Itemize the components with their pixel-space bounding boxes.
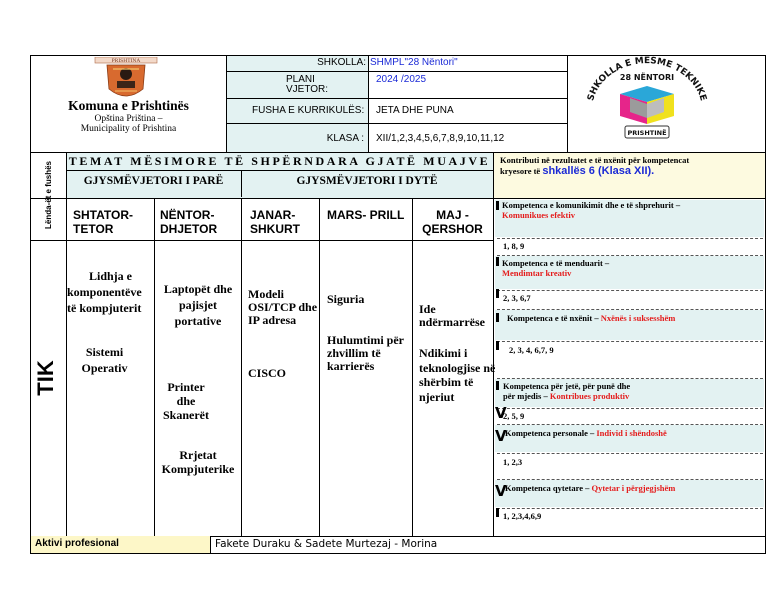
month-3-line2: SHKURT	[250, 222, 300, 236]
topic-4d: karrierës	[327, 359, 375, 373]
topic-2a: Laptopët dhe	[163, 282, 233, 296]
plan-value: 2024 /2025	[376, 74, 427, 85]
competence-2	[502, 258, 762, 278]
competence-3	[507, 313, 762, 323]
topic-5c: Ndikimi i	[419, 346, 468, 360]
svg-text:PRISHTINË: PRISHTINË	[627, 129, 667, 137]
topic-col-1	[67, 268, 154, 316]
competence-4-result: Kontribues produktiv	[549, 391, 630, 401]
field-label: FUSHA E KURRIKULËS:	[252, 105, 365, 116]
competence-6	[505, 483, 763, 493]
topic-3a: Modeli	[248, 287, 284, 301]
month-1	[73, 208, 133, 236]
municipality-sub2: Municipality of Prishtina	[80, 124, 177, 134]
topic-5a: Ide	[419, 302, 436, 316]
subject-name: TIK	[33, 360, 58, 396]
check-mark-2: V	[495, 427, 507, 445]
month-5-line2: QERSHOR	[422, 222, 483, 236]
competence-5	[505, 428, 763, 438]
month-2-line2: DHJETOR	[160, 222, 218, 236]
half-year-2: GJYSMËVJETORI I DYTË	[296, 175, 438, 187]
svg-text:28 NËNTORI: 28 NËNTORI	[619, 73, 675, 82]
topic-4c: zhvillim të	[327, 346, 381, 360]
competence-4-title2: për mjedis –	[503, 391, 550, 401]
competence-5-title: Kompetenca personale –	[505, 428, 597, 438]
topic-1c: të kompjuterit	[67, 301, 142, 315]
competence-4-title: Kompetenca për jetë, për punë dhe	[503, 381, 631, 391]
topic-col-2	[155, 281, 241, 329]
topic-5f: njeriut	[419, 389, 455, 404]
topic-5b: ndërmarrëse	[419, 315, 485, 329]
topic-4a: Siguria	[327, 292, 365, 306]
school-logo	[580, 52, 710, 152]
competence-5-result: Individ i shëndoshë	[596, 428, 667, 438]
competence-2-nums: 2, 3, 6,7	[503, 293, 531, 303]
competence-1	[502, 200, 762, 220]
plan-label-1: PLANI	[286, 74, 315, 85]
topic-2e: dhe	[176, 394, 196, 408]
plan-label-2: VJETOR:	[286, 84, 329, 95]
topic-1a: Lidhja e	[88, 269, 132, 283]
month-1-line1: SHTATOR-	[73, 208, 133, 222]
month-2	[160, 208, 217, 236]
competences-header-2b: shkallës 6 (Klasa XII).	[542, 165, 655, 177]
topic-4b: Hulumtimi për	[327, 333, 404, 347]
month-5-line1: MAJ -	[436, 208, 469, 222]
topic-3d: CISCO	[248, 366, 287, 380]
subject-header: Lënda-ët e fushës	[44, 161, 53, 230]
month-3	[250, 208, 300, 236]
topic-col-5-b	[419, 346, 495, 404]
topic-col-1-b	[67, 344, 142, 376]
topic-col-2-b	[161, 380, 211, 422]
topic-2b: pajisjet	[179, 298, 217, 312]
topic-5e: shërbim të	[419, 375, 474, 389]
competence-6-nums: 1, 2,3,4,6,9	[503, 511, 542, 521]
month-4-line1: MARS- PRILL	[327, 208, 405, 222]
topic-col-3	[248, 288, 320, 327]
municipality-block	[31, 56, 226, 152]
check-mark-3: V	[495, 482, 507, 500]
topic-col-4	[327, 334, 412, 373]
crest-label: PRISHTINA	[111, 58, 141, 64]
municipality-sub1: Opština Priština –	[94, 114, 163, 124]
municipality-name: Komuna e Prishtinës	[68, 98, 189, 113]
svg-text:SHKOLLA E MESME TEKNIKE: SHKOLLA E MESME TEKNIKE	[586, 56, 708, 103]
month-1-line2: TETOR	[73, 222, 114, 236]
month-2-line1: NËNTOR-	[160, 208, 215, 222]
topic-2d: Printer	[167, 380, 205, 394]
topic-2f: Skanerët	[163, 408, 209, 422]
competence-1-nums: 1, 8, 9	[503, 241, 525, 251]
competences-header	[500, 155, 762, 177]
subject-header-cell	[31, 153, 66, 240]
school-label: SHKOLLA:	[317, 57, 366, 68]
themes-title: TEMAT MËSIMORE TË SHPËRNDARA GJATË MUAJVE	[68, 154, 491, 168]
footer-value: Fakete Duraku & Sadete Murtezaj - Morina	[215, 538, 438, 550]
competences-header-1: Kontributi në rezultatet e të nxënit për kompetencat	[500, 155, 690, 165]
competence-1-result: Komunikues efektiv	[502, 210, 575, 220]
footer-label: Aktivi profesional	[35, 538, 119, 549]
month-5	[412, 208, 493, 236]
month-3-line1: JANAR-	[250, 208, 296, 222]
topic-col-5	[419, 303, 495, 329]
topic-1b: komponentëve	[67, 285, 142, 299]
school-value: SHMPL"28 Nëntori"	[370, 57, 458, 68]
competence-6-title: Kompetenca qytetare –	[505, 483, 592, 493]
month-4	[327, 208, 404, 222]
competence-6-result: Qytetar i përgjegjshëm	[591, 483, 676, 493]
competence-2-result: Mendimtar kreativ	[502, 268, 572, 278]
topic-3b: OSI/TCP dhe	[248, 300, 318, 314]
competences-header-2a: kryesore të	[500, 166, 543, 176]
topic-2c: portative	[174, 314, 222, 328]
competence-4-nums: 2, 5, 9	[503, 411, 525, 421]
competence-4	[503, 381, 763, 401]
class-label: KLASA :	[326, 133, 364, 144]
competence-2-title: Kompetenca e të menduarit –	[502, 258, 610, 268]
topic-3c: IP adresa	[248, 313, 297, 327]
topic-col-2-c	[155, 448, 241, 476]
half-year-1: GJYSMËVJETORI I PARË	[83, 175, 224, 187]
competence-3-result: Nxënës i suksesshëm	[600, 313, 676, 323]
competence-3-title: Kompetenca e të nxënit –	[507, 313, 601, 323]
competences-header-2	[500, 166, 762, 177]
topic-1d: Sistemi	[85, 345, 124, 359]
field-value: JETA DHE PUNA	[376, 105, 454, 116]
competence-3-nums: 2, 3, 4, 6,7, 9	[509, 345, 554, 355]
class-value: XII/1,2,3,4,5,6,7,8,9,10,11,12	[376, 133, 505, 144]
competence-1-title: Kompetenca e komunikimit dhe e të shprehurit –	[502, 200, 681, 210]
topic-2g: Rrjetat	[179, 448, 217, 462]
competence-5-nums: 1, 2,3	[503, 457, 523, 467]
topic-2h: Kompjuterike	[161, 462, 235, 476]
check-mark-1: V	[495, 404, 507, 422]
topic-1e: Operativ	[81, 361, 128, 375]
topic-5d: teknologjise në	[419, 360, 496, 375]
